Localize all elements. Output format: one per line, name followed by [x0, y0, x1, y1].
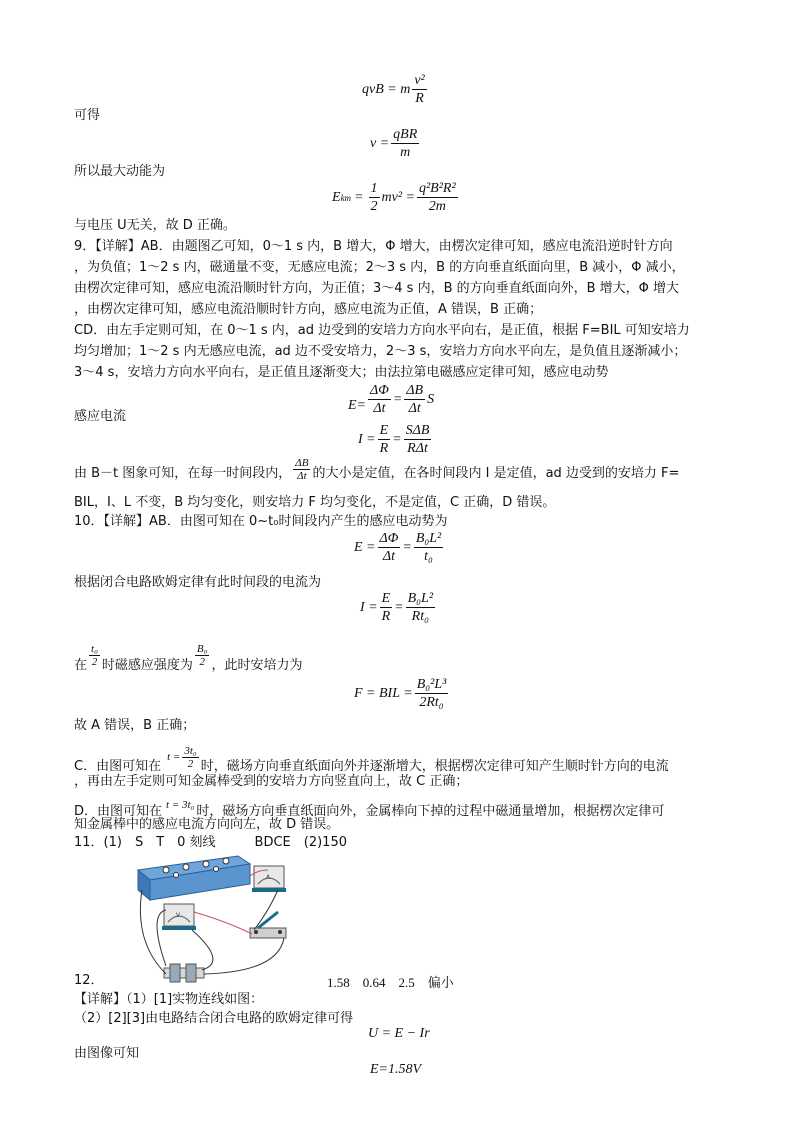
eq-text: E=	[348, 397, 366, 413]
text-line-inline-fraction	[74, 634, 302, 676]
text-line: 根据闭合电路欧姆定律有此时间段的电流为	[74, 575, 322, 590]
eq-text: E =	[354, 539, 376, 555]
text-line: BIL，I、L 不变，B 均匀变化，则安培力 F 均匀变化，不是定值，C 正确，D 错误。	[74, 495, 556, 510]
eq-num: ΔΦ	[379, 531, 399, 546]
equation-lorentz-centripetal	[362, 72, 429, 107]
text-segment: 在	[74, 658, 88, 673]
voltmeter-icon	[162, 904, 196, 930]
text-line-inline-fraction	[74, 737, 669, 777]
text-line: 所以最大动能为	[74, 164, 166, 179]
text-line: 与电压 U无关，故 D 正确。	[74, 218, 236, 233]
eq-num: ΔB	[406, 383, 424, 398]
eq-text: t = 3t₀	[166, 799, 195, 811]
text-line: 9．【详解】AB．由题图乙可知，0～1 s 内，B 增大，Φ 增大，由楞次定律可知，感应电流沿逆时针方向	[74, 239, 673, 254]
eq-text: qvB = m	[362, 81, 411, 97]
eq-num: B₀	[196, 642, 208, 655]
equation-emf	[348, 382, 434, 417]
eq-num: B₀L²	[415, 531, 442, 546]
eq-den: Rt₀	[411, 609, 429, 624]
text-line: 均匀增加；1～2 s 内无感应电流，ad 边不受安培力，2～3 s，安培力方向水平向左，是负值且逐渐减小；	[74, 344, 687, 359]
eq-text: =	[394, 599, 404, 615]
eq-num: B₀L²	[407, 591, 434, 606]
eq-den: 2	[91, 655, 98, 668]
eq-den: 2	[199, 655, 205, 668]
equation-current-10	[360, 590, 437, 625]
eq-den: Δt	[382, 549, 395, 564]
text-line: 感应电流	[74, 409, 127, 424]
eq-num: SΔB	[405, 423, 430, 438]
eq-num: t₀	[91, 642, 98, 655]
eq-den: RΔt	[407, 441, 428, 456]
text-segment: ，此时安培力为	[211, 658, 303, 673]
text-segment: D．由图可知在	[74, 804, 163, 819]
text-line: 知金属棒中的感应电流方向向左，故 D 错误。	[74, 817, 340, 832]
text-line: 3～4 s，安培力方向水平向右，是正值且逐渐变大；由法拉第电磁感应定律可知，感应电动势	[74, 365, 609, 380]
text-segment: C．由图可知在	[74, 759, 162, 774]
eq-den: R	[379, 441, 389, 456]
eq-num: v²	[414, 73, 425, 88]
eq-den: Δt	[373, 401, 386, 416]
eq-den: 2	[370, 199, 378, 214]
eq-den: R	[381, 609, 391, 624]
text-segment: 时，磁场方向垂直纸面向外并逐渐增大，根据楞次定律可知产生顺时针方向的电流	[200, 759, 669, 774]
eq-text: v =	[370, 135, 390, 151]
eq-num: qBR	[393, 127, 418, 142]
text-line: CD．由左手定则可知，在 0～1 s 内，ad 边受到的安培力方向水平向右，是正值，根据 F=BIL 可知安培力	[74, 323, 690, 338]
eq-den: Δt	[297, 469, 307, 482]
eq-den: m	[400, 145, 411, 160]
svg-text:V: V	[176, 912, 181, 919]
eq-num: 1	[370, 181, 378, 196]
text-line: （2）[2][3]由电路结合闭合电路的欧姆定律可得	[74, 1011, 354, 1026]
text-line: 11．(1) S T 0 刻线 BDCE (2)150	[74, 835, 348, 850]
answer-values: 1.58 0.64 2.5 偏小	[327, 975, 454, 990]
switch-icon	[250, 912, 286, 938]
eq-text: E	[332, 189, 341, 205]
eq-num: ΔΦ	[370, 383, 389, 398]
svg-text:A: A	[266, 874, 271, 881]
equation-max-kinetic-energy	[332, 180, 460, 215]
eq-num: E	[379, 423, 389, 438]
eq-text: =	[392, 431, 402, 447]
equation-force	[354, 676, 450, 711]
eq-text: =	[402, 539, 412, 555]
eq-den: t₀	[424, 549, 433, 564]
text-line: ，再由左手定则可知金属棒受到的安培力方向竖直向上，故 C 正确；	[74, 774, 469, 789]
eq-num: B₀²L³	[416, 677, 447, 692]
text-segment: 由 B－t 图象可知，在每一时间段内，	[74, 466, 292, 481]
text-segment: 的大小是定值，在各时间段内 I 是定值，ad 边受到的安培力 F=	[312, 466, 680, 481]
eq-text: I =	[358, 431, 376, 447]
eq-num: 3t₀	[184, 744, 197, 757]
equation-velocity	[370, 126, 421, 161]
resistance-box-icon	[138, 856, 250, 900]
eq-den: 2Rt₀	[419, 695, 444, 710]
text-line: 故 A 错误，B 正确；	[74, 718, 196, 733]
eq-text: F = BIL =	[354, 685, 413, 701]
text-line: 【详解】（1）[1]实物连线如图：	[74, 992, 264, 1007]
text-line: 由图像可知	[74, 1046, 140, 1061]
text-segment: 时磁感应强度为	[101, 658, 193, 673]
equation-ohm-law: U = E − Ir	[368, 1026, 430, 1041]
eq-den: Δt	[408, 401, 421, 416]
eq-num: q²B²R²	[418, 181, 456, 196]
text-line: 12．	[74, 973, 104, 988]
eq-text: t =	[167, 751, 181, 763]
eq-text: =	[392, 391, 403, 407]
eq-sub: km	[340, 192, 352, 203]
eq-text: I =	[360, 599, 378, 615]
eq-den: 2	[187, 757, 194, 770]
equation-emf-10	[354, 530, 445, 565]
eq-num: ΔB	[295, 456, 309, 469]
eq-den: R	[415, 91, 424, 106]
text-line: 10．【详解】AB．由图可知在 0~t₀时间段内产生的感应电动势为	[74, 514, 448, 529]
eq-den: 2m	[428, 199, 446, 214]
circuit-diagram	[128, 852, 300, 988]
equation-emf-value: E=1.58V	[370, 1062, 422, 1077]
ammeter-icon	[252, 866, 286, 892]
eq-num: E	[381, 591, 391, 606]
battery-icon	[164, 964, 204, 982]
text-line: ，为负值；1～2 s 内，磁通量不变，无感应电流；2～3 s 内，B 的方向垂直纸面向里，B 减小，Φ 减小，	[74, 260, 685, 275]
text-line: 由楞次定律可知，感应电流沿顺时针方向，为正值；3～4 s 内，B 的方向垂直纸面向外，B 增大，Φ 增大	[74, 281, 680, 296]
text-line: ，由楞次定律可知，感应电流沿顺时针方向，感应电流为正值，A 错误，B 正确；	[74, 302, 543, 317]
text-line: 可得	[74, 108, 101, 123]
eq-text: mv² =	[381, 189, 415, 205]
eq-text: S	[427, 391, 435, 407]
eq-text: =	[354, 189, 364, 205]
text-segment: 时，磁场方向垂直纸面向外，金属棒向下掉的过程中磁通量增加，根据楞次定律可	[196, 804, 665, 819]
equation-current	[358, 422, 433, 457]
